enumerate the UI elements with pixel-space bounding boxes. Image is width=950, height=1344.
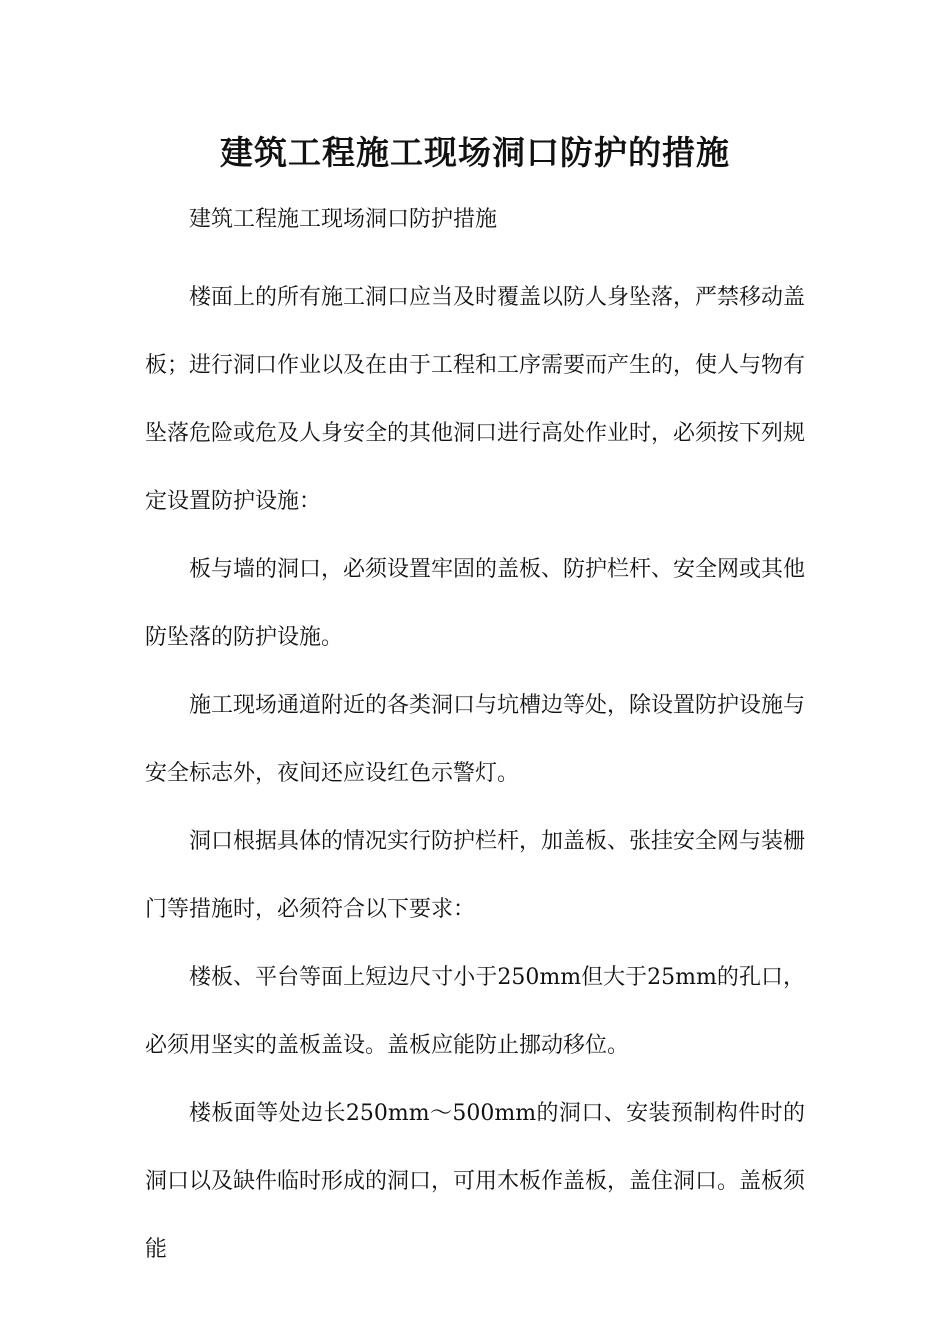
document-body: [145, 196, 805, 1284]
document-title: 建筑工程施工现场洞口防护的措施: [220, 133, 730, 172]
paragraph: 施工现场通道附近的各类洞口与坑槽边等处，除设置防护设施与安全标志外，夜间还应设红色示警灯。: [145, 693, 806, 786]
paragraph: 楼板、平台等面上短边尺寸小于250mm但大于25mm的孔口，必须用坚实的盖板盖设。盖板应能防止挪动移位。: [145, 965, 805, 1058]
paragraph: 楼板面等处边长250mm～500mm的洞口、安装预制构件时的洞口以及缺件临时形成的洞口，可用木板作盖板，盖住洞口。盖板须能: [145, 1101, 806, 1262]
paragraph: 板与墙的洞口，必须设置牢固的盖板、防护栏杆、安全网或其他防坠落的防护设施。: [145, 557, 806, 650]
paragraph-subtitle: 建筑工程施工现场洞口防护措施: [189, 207, 498, 232]
paragraph: 洞口根据具体的情况实行防护栏杆，加盖板、张挂安全网与装栅门等措施时，必须符合以下要求：: [145, 829, 806, 922]
paragraph: 楼面上的所有施工洞口应当及时覆盖以防人身坠落，严禁移动盖板；进行洞口作业以及在由于工程和工序需要而产生的，使人与物有坠落危险或危及人身安全的其他洞口进行高处作业时，必须按下列规定设置防护设施：: [145, 285, 806, 514]
